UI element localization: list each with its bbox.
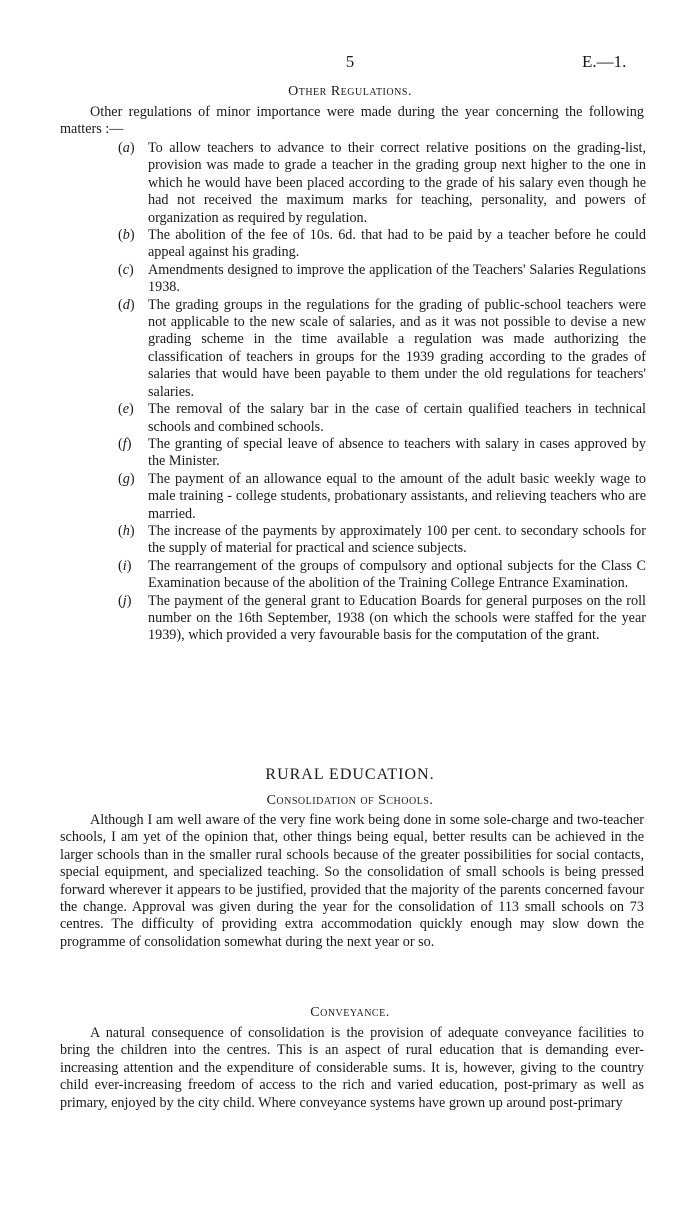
item-text: The removal of the salary bar in the case of certain qualified teachers in technical schools and combined schools. [148,401,646,435]
item-text: The payment of an allowance equal to the amount of the adult basic weekly wage to male training - college students, probationary assistants, and relieving teachers who are married. [148,470,646,522]
list-item [118,436,646,471]
rural-education-heading: RURAL EDUCATION. [265,766,435,783]
item-letter: (d) [118,296,135,313]
item-letter: (c) [118,261,134,278]
item-text: Amendments designed to improve the application of the Teachers' Salaries Regulations 1938. [148,261,646,296]
item-text: The payment of the general grant to Education Boards for general purposes on the roll number on the 16th September, 1938 (on which the schools were staffed for the year 1939), which provided a very favourable basis for the computation of the grant. [148,592,646,644]
consolidation-heading: Consolidation of Schools. [266,793,434,808]
item-text: The rearrangement of the groups of compulsory and optional subjects for the Class C Examination because of the abolition of the Training College Entrance Examination. [148,557,646,592]
item-text: The abolition of the fee of 10s. 6d. that had to be paid by a teacher before he could appeal against his grading. [148,227,646,261]
list-item [118,401,646,436]
item-text: The granting of special leave of absence to teachers with salary in cases approved by the Minister. [148,435,646,470]
item-text: The grading groups in the regulations for the grading of public-school teachers were not applicable to the new scale of salaries, and as it was not possible to devise a new grading scheme in the time available a regulation was made authorizing the classification of teachers in groups for the 1939 grading according to the grades of salaries that would have been payable to them under the old regulations for teachers' salaries. [148,296,646,400]
item-letter: (b) [118,227,135,244]
item-letter: (a) [118,140,135,156]
item-letter: (f) [118,435,132,452]
list-item [118,471,646,523]
item-text: To allow teachers to advance to their correct relative positions on the grading-list, provision was made to grade a teacher in the grading group next higher to the one in which he would have been placed according to the grade of his salary even though he had not received the maximum marks for teaching, personality, and powers of organization as required by regulation. [148,140,646,226]
list-item [118,227,646,262]
list-item [118,262,646,297]
list-item [118,523,646,558]
list-item [118,140,646,227]
other-regulations-intro: Other regulations of minor importance were made during the year concerning the following matters :— [60,104,644,138]
document-code: E.—1. [582,52,627,71]
item-letter: (g) [118,470,135,487]
other-regulations-heading: Other Regulations. [288,84,412,99]
page-number: 5 [345,52,355,71]
conveyance-paragraph: A natural consequence of consolidation is the provision of adequate conveyance facilities to bring the children into the centres. This is an aspect of rural education that is demanding ever-increasing attention and the expenditure of considerable sums. It is, however, giving to the country child ever-increasing freedom of access to the rich and varied education, post-primary as well as primary, enjoyed by the city child. Where conveyance systems have grown up around post-primary [60,1025,644,1111]
list-item [118,558,646,593]
regulation-list [118,140,646,645]
consolidation-paragraph: Although I am well aware of the very fine work being done in some sole-charge and two-teacher schools, I am yet of the opinion that, other things being equal, better results can be achieved in the larger schools than in the smaller rural schools because of the greater possibilities for social contacts, special equipment, and specialized teaching. So the consolidation of small schools is being pressed forward wherever it appears to be justified, provided that the majority of the parents concerned favour the change. Approval was given during the year for the consolidation of 113 small schools on 73 centres. The difficulty of providing extra accommodation quickly enough may slow down the programme of consolidation somewhat during the next year or so. [60,812,644,950]
conveyance-heading: Conveyance. [310,1005,390,1020]
item-letter: (j) [118,592,132,609]
item-letter: (e) [118,401,134,418]
item-letter: (h) [118,522,135,539]
item-text: The increase of the payments by approximately 100 per cent. to secondary schools for the supply of material for practical and science subjects. [148,522,646,557]
list-item [118,297,646,401]
item-letter: (i) [118,557,132,574]
list-item [118,593,646,645]
